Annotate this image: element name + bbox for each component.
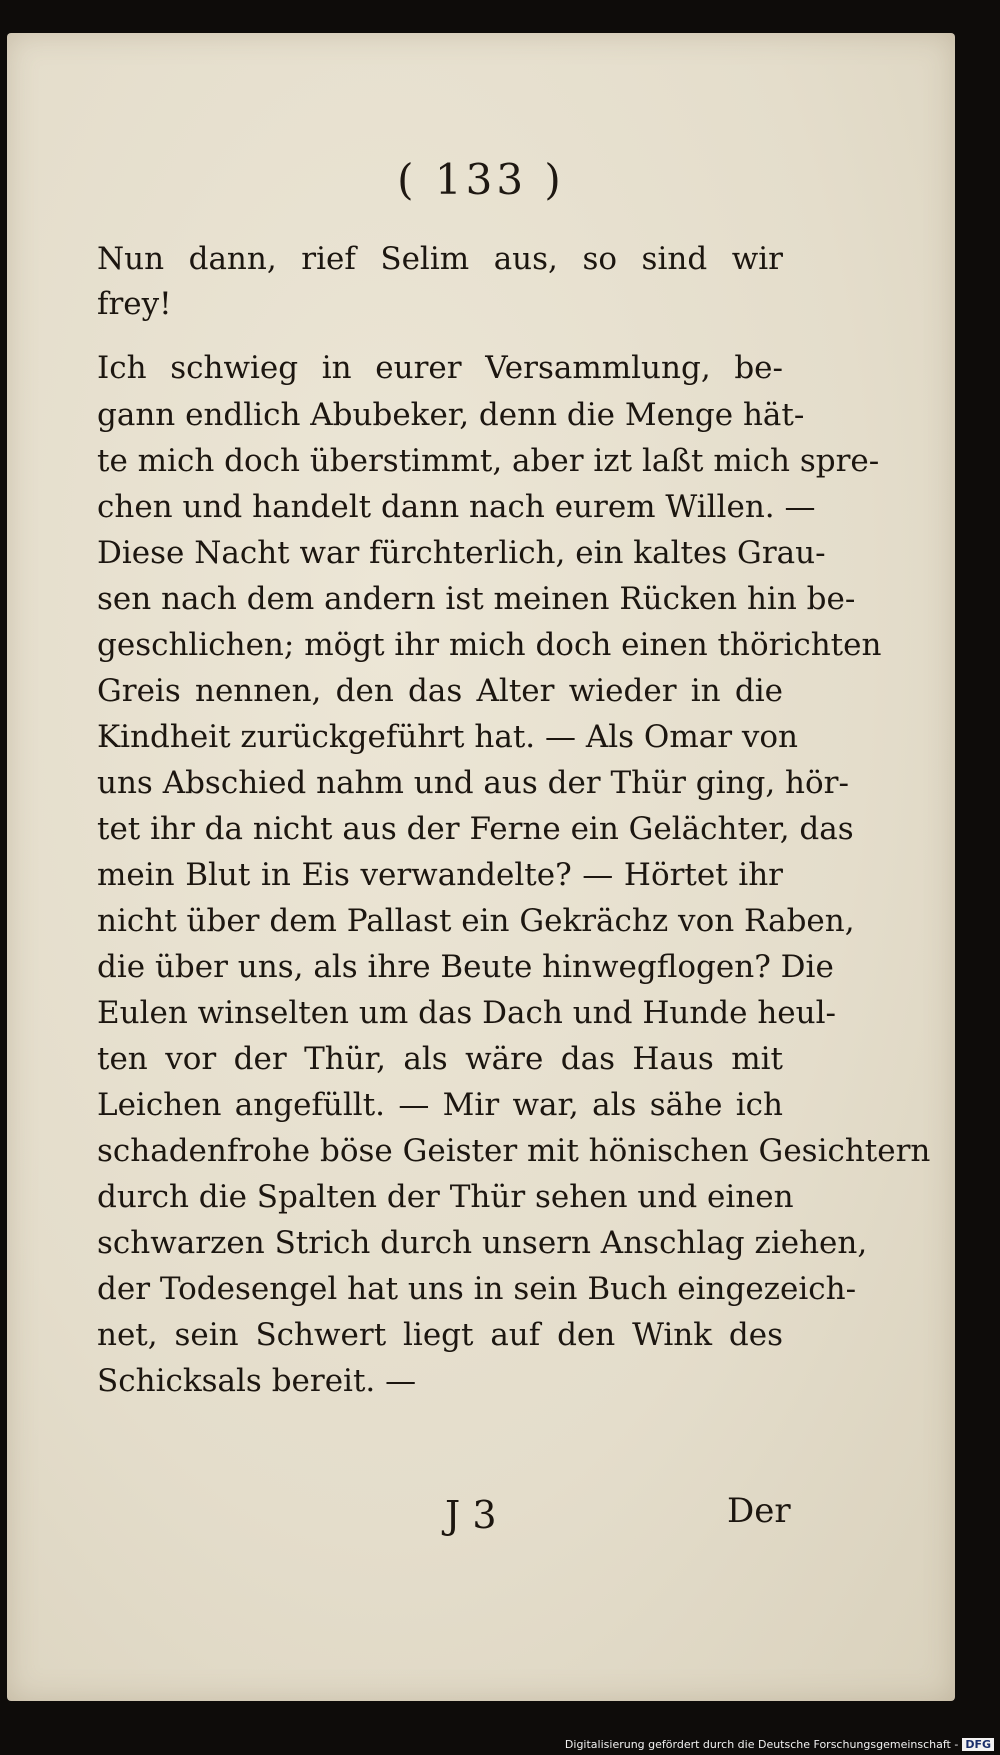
text-line: nicht über dem Pallast ein Gekrächz von Raben, (97, 903, 855, 939)
text-line: Eulen winselten um das Dach und Hunde heul- (97, 995, 837, 1031)
text-line: die über uns, als ihre Beute hinwegflogen? Die (97, 949, 834, 985)
text-line: uns Abschied nahm und aus der Thür ging, hör- (97, 765, 849, 801)
text-line: durch die Spalten der Thür sehen und einen (97, 1179, 794, 1215)
text-line: mein Blut in Eis verwandelte? — Hörtet ihr (97, 857, 783, 893)
credit-text: Digitalisierung gefördert durch die Deutsche Forschungsgemeinschaft - (564, 1738, 959, 1751)
page-number: ( 133 ) (397, 155, 565, 204)
text-line: Nun dann, rief Selim aus, so sind wir (97, 241, 783, 277)
text-line: ten vor der Thür, als wäre das Haus mit (97, 1041, 783, 1077)
digitization-credit (565, 1738, 994, 1751)
text-line: der Todesengel hat uns in sein Buch eingezeich- (97, 1271, 857, 1307)
text-line: Leichen angefüllt. — Mir war, als sähe ich (97, 1087, 783, 1123)
text-line: te mich doch überstimmt, aber izt laßt mich spre- (97, 443, 880, 479)
text-line: Greis nennen, den das Alter wieder in die (97, 673, 783, 709)
text-line: schadenfrohe böse Geister mit hönischen Gesichtern (97, 1133, 931, 1169)
text-line: net, sein Schwert liegt auf den Wink des (97, 1317, 783, 1353)
text-line: geschlichen; mögt ihr mich doch einen thörichten (97, 627, 882, 663)
dfg-logo: DFG (962, 1738, 994, 1751)
text-line: Ich schwieg in eurer Versammlung, be- (97, 350, 783, 386)
text-line: Diese Nacht war fürchterlich, ein kaltes Grau- (97, 535, 826, 571)
text-line: sen nach dem andern ist meinen Rücken hin be- (97, 581, 856, 617)
text-line: gann endlich Abubeker, denn die Menge hät- (97, 397, 805, 433)
text-line: tet ihr da nicht aus der Ferne ein Gelächter, das (97, 811, 854, 847)
text-line: chen und handelt dann nach eurem Willen. — (97, 489, 816, 525)
signature-mark: J 3 (445, 1493, 497, 1537)
catchword: Der (727, 1491, 791, 1531)
text-line: Schicksals bereit. — (97, 1363, 417, 1399)
text-line: Kindheit zurückgeführt hat. — Als Omar von (97, 719, 799, 755)
book-page (7, 33, 955, 1701)
text-line: frey! (97, 286, 172, 322)
text-line: schwarzen Strich durch unsern Anschlag ziehen, (97, 1225, 868, 1261)
